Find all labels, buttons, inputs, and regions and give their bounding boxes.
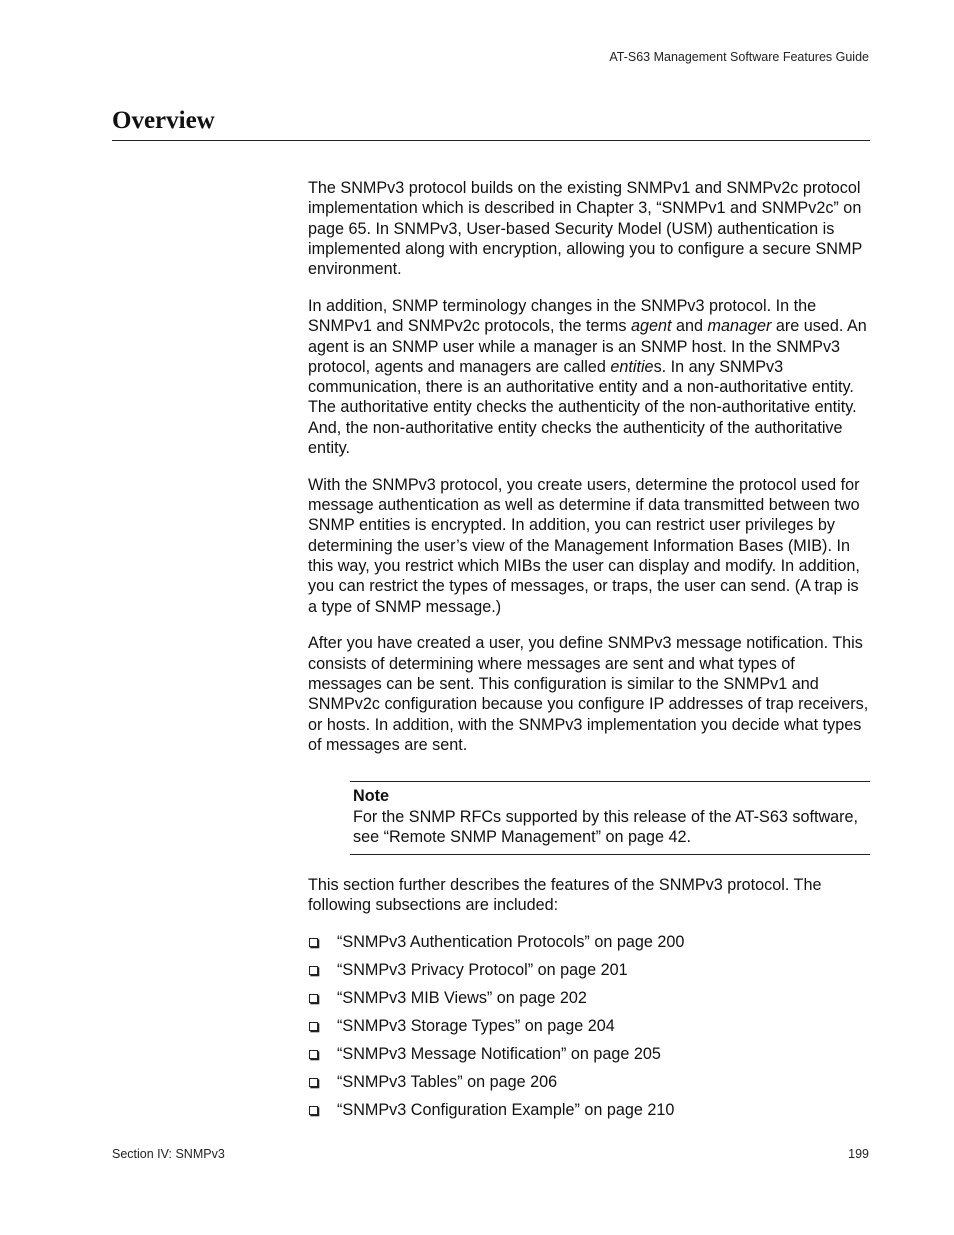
subsection-link[interactable]: “SNMPv3 Storage Types” on page 204 bbox=[337, 1017, 615, 1036]
list-item[interactable] bbox=[308, 960, 870, 988]
section-title: Overview bbox=[112, 107, 215, 134]
term-agent: agent bbox=[630, 317, 672, 336]
subsection-link[interactable]: “SNMPv3 Tables” on page 206 bbox=[337, 1073, 558, 1092]
list-item[interactable] bbox=[308, 1072, 870, 1100]
subsection-link[interactable]: “SNMPv3 Privacy Protocol” on page 201 bbox=[337, 961, 628, 980]
checkbox-bullet-icon bbox=[309, 1022, 318, 1031]
footer-section-label: Section IV: SNMPv3 bbox=[112, 1147, 225, 1161]
note-text: For the SNMP RFCs supported by this release of the AT-S63 software, see “Remote SNMP Management” on page 42. bbox=[353, 807, 859, 846]
checkbox-bullet-icon bbox=[309, 1078, 318, 1087]
checkbox-bullet-icon bbox=[309, 994, 318, 1003]
running-header: AT-S63 Management Software Features Guide bbox=[609, 50, 869, 64]
list-item[interactable] bbox=[308, 1100, 870, 1128]
checkbox-bullet-icon bbox=[309, 938, 318, 947]
users-paragraph: With the SNMPv3 protocol, you create users, determine the protocol used for message authentication as well as determine if data transmitted between two SNMP entities is encrypted. In addition, you can restrict user privileges by determining the user’s view of the Management Information Bases (MIB). In this way, you restrict which MIBs the user can display and modify. In addition, you can restrict the types of messages, or traps, the user can send. (A trap is a type of SNMP message.) bbox=[308, 475, 860, 616]
subsection-link[interactable]: “SNMPv3 Authentication Protocols” on page 200 bbox=[337, 933, 685, 952]
list-item[interactable] bbox=[308, 1044, 870, 1072]
list-item[interactable] bbox=[308, 932, 870, 960]
checkbox-bullet-icon bbox=[309, 1106, 318, 1115]
checkbox-bullet-icon bbox=[309, 1050, 318, 1059]
subsection-link[interactable]: “SNMPv3 Configuration Example” on page 210 bbox=[337, 1101, 675, 1120]
notification-paragraph: After you have created a user, you define SNMPv3 message notification. This consists of determining where messages are sent and what types of messages can be sent. This configuration is similar to the SNMPv1 and SNMPv2c configuration because you configure IP addresses of trap receivers, or hosts. In addition, with the SNMPv3 implementation you decide what types of messages are sent. bbox=[308, 634, 869, 754]
subsection-list bbox=[308, 932, 870, 1128]
checkbox-bullet-icon bbox=[309, 966, 318, 975]
terminology-paragraph bbox=[308, 296, 870, 458]
subsection-link[interactable]: “SNMPv3 Message Notification” on page 205 bbox=[337, 1045, 661, 1064]
body-content bbox=[308, 178, 870, 1128]
text-run: In addition, SNMP terminology changes in the SNMPv3 protocol. In the SNMPv1 and SNMPv2c protocols, the terms bbox=[308, 296, 817, 336]
subsection-link[interactable]: “SNMPv3 MIB Views” on page 202 bbox=[337, 989, 587, 1008]
note-box bbox=[350, 781, 870, 855]
page-number: 199 bbox=[848, 1147, 869, 1161]
text-run: s. In any SNMPv3 communication, there is an authoritative entity and a non-authoritative entity. The authoritative entity checks the authenticity of the non-authoritative entity. And, the non-authoritative entity checks the authenticity of the authoritative entity. bbox=[308, 357, 857, 458]
note-label: Note bbox=[353, 787, 389, 806]
intro-paragraph: The SNMPv3 protocol builds on the existing SNMPv1 and SNMPv2c protocol implementation which is described in Chapter 3, “SNMPv1 and SNMPv2c” on page 65. In SNMPv3, User-based Security Model (USM) authentication is implemented along with encryption, allowing you to configure a secure SNMP environment. bbox=[308, 179, 862, 279]
list-item[interactable] bbox=[308, 1016, 870, 1044]
text-run: and bbox=[671, 317, 708, 336]
text-run: are used. An agent is an SNMP user while a manager is an SNMP host. In the SNMPv3 protocol, agents and managers are called bbox=[308, 317, 867, 376]
list-item[interactable] bbox=[308, 988, 870, 1016]
subsections-intro: This section further describes the features of the SNMPv3 protocol. The following subsections are included: bbox=[308, 876, 822, 915]
term-entities: entitie bbox=[610, 357, 654, 376]
term-manager: manager bbox=[707, 317, 772, 336]
title-divider bbox=[112, 140, 870, 141]
